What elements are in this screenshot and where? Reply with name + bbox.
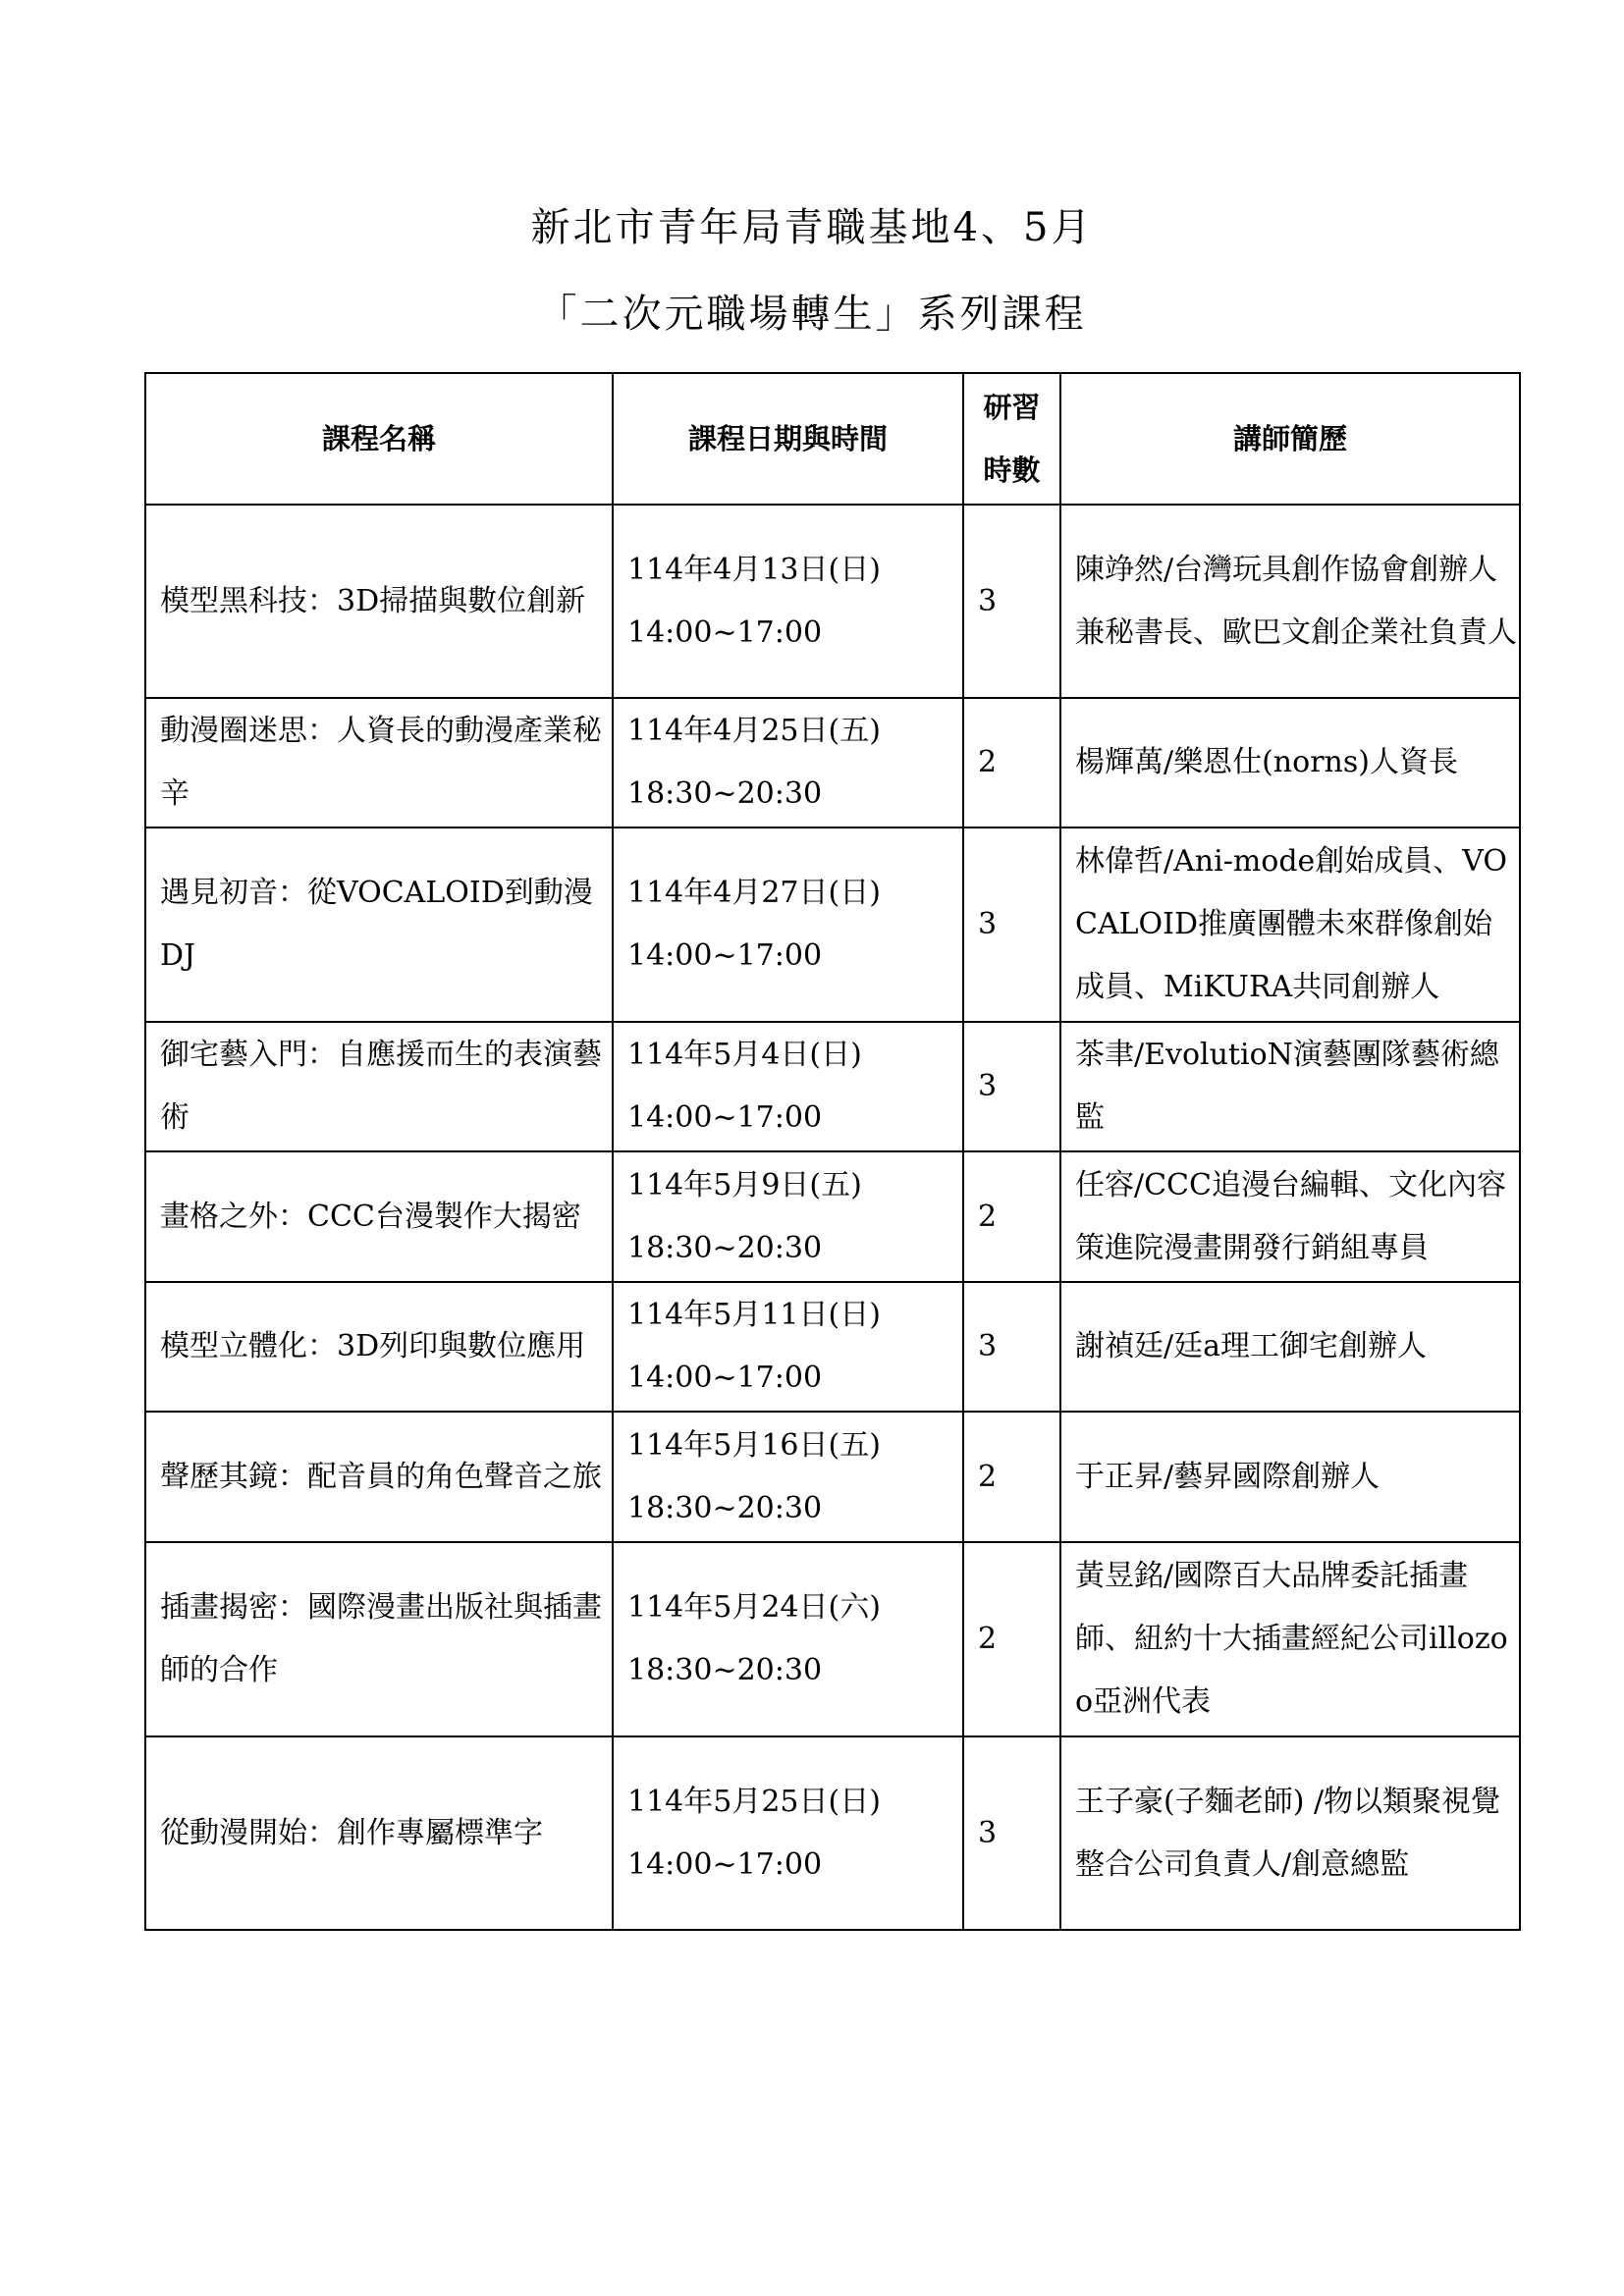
hours-cell: 3	[963, 505, 1060, 698]
course-name-cell: 遇見初音：從VOCALOID到動漫DJ	[145, 828, 613, 1022]
hours-cell: 3	[963, 1736, 1060, 1930]
date-time-cell	[613, 1542, 963, 1736]
table-row	[145, 698, 1520, 828]
header-hours-line1: 研習	[983, 391, 1041, 424]
table-row	[145, 1412, 1520, 1542]
course-date: 114年5月25日(日)	[627, 1784, 881, 1819]
course-date: 114年5月9日(五)	[627, 1167, 862, 1202]
course-date: 114年5月4日(日)	[627, 1038, 862, 1072]
hours-cell: 2	[963, 698, 1060, 828]
table-row	[145, 1736, 1520, 1930]
hours-cell: 2	[963, 1412, 1060, 1542]
course-name-cell: 插畫揭密：國際漫畫出版社與插畫師的合作	[145, 1542, 613, 1736]
course-date: 114年4月13日(日)	[627, 552, 881, 587]
course-time: 18:30~20:30	[627, 776, 823, 811]
hours-cell: 2	[963, 1151, 1060, 1282]
header-date-time: 課程日期與時間	[613, 373, 963, 505]
course-name-cell: 模型立體化：3D列印與數位應用	[145, 1282, 613, 1412]
date-time-cell	[613, 1282, 963, 1412]
date-time-cell	[613, 1412, 963, 1542]
course-name-cell: 動漫圈迷思：人資長的動漫產業秘辛	[145, 698, 613, 828]
table-row	[145, 1282, 1520, 1412]
table-row	[145, 1151, 1520, 1282]
date-time-cell	[613, 1736, 963, 1930]
date-time-cell	[613, 1151, 963, 1282]
course-name-cell: 模型黑科技：3D掃描與數位創新	[145, 505, 613, 698]
course-time: 14:00~17:00	[627, 1361, 823, 1395]
course-time: 14:00~17:00	[627, 938, 823, 973]
date-time-cell	[613, 1022, 963, 1151]
date-time-cell	[613, 698, 963, 828]
instructor-cell: 王子豪(子麵老師) /物以類聚視覺整合公司負責人/創意總監	[1060, 1736, 1520, 1930]
course-name-cell: 從動漫開始：創作專屬標準字	[145, 1736, 613, 1930]
instructor-cell: 楊輝萬/樂恩仕(norns)人資長	[1060, 698, 1520, 828]
table-row	[145, 505, 1520, 698]
instructor-cell: 林偉哲/Ani-mode創始成員、VOCALOID推廣團體未來群像創始成員、MiKURA共同創辦人	[1060, 828, 1520, 1022]
course-name-cell: 御宅藝入門：自應援而生的表演藝術	[145, 1022, 613, 1151]
course-time: 18:30~20:30	[627, 1490, 823, 1525]
course-name-cell: 畫格之外：CCC台漫製作大揭密	[145, 1151, 613, 1282]
table-row	[145, 1022, 1520, 1151]
document-title: 新北市青年局青職基地4、5月	[530, 205, 1094, 250]
table-header-row	[145, 373, 1520, 505]
course-time: 14:00~17:00	[627, 614, 823, 650]
course-date: 114年5月24日(六)	[627, 1590, 881, 1625]
course-time: 18:30~20:30	[627, 1230, 823, 1265]
hours-cell: 3	[963, 1022, 1060, 1151]
header-instructor: 講師簡歷	[1060, 373, 1520, 505]
instructor-cell: 謝禎廷/廷a理工御宅創辦人	[1060, 1282, 1520, 1412]
instructor-cell: 茶聿/EvolutioN演藝團隊藝術總監	[1060, 1022, 1520, 1151]
date-time-cell	[613, 828, 963, 1022]
hours-cell: 2	[963, 1542, 1060, 1736]
course-date: 114年5月16日(五)	[627, 1427, 881, 1463]
course-name-cell: 聲歷其鏡：配音員的角色聲音之旅	[145, 1412, 613, 1542]
table-row	[145, 828, 1520, 1022]
course-time: 14:00~17:00	[627, 1100, 823, 1135]
date-time-cell	[613, 505, 963, 698]
header-hours-line2: 時數	[983, 454, 1041, 487]
header-course-name: 課程名稱	[145, 373, 613, 505]
header-hours	[963, 373, 1060, 505]
instructor-cell: 于正昇/藝昇國際創辦人	[1060, 1412, 1520, 1542]
document-subtitle: 「二次元職場轉生」系列課程	[537, 292, 1087, 337]
table-row	[145, 1542, 1520, 1736]
instructor-cell: 陳竫然/台灣玩具創作協會創辦人兼秘書長、歐巴文創企業社負責人	[1060, 505, 1520, 698]
course-date: 114年5月11日(日)	[627, 1298, 881, 1332]
hours-cell: 3	[963, 1282, 1060, 1412]
course-schedule-table	[144, 372, 1521, 1931]
instructor-cell: 任容/CCC追漫台編輯、文化內容策進院漫畫開發行銷組專員	[1060, 1151, 1520, 1282]
course-date: 114年4月27日(日)	[627, 876, 881, 910]
course-date: 114年4月25日(五)	[627, 714, 881, 748]
instructor-cell: 黃昱銘/國際百大品牌委託插畫師、紐約十大插畫經紀公司illozoo亞洲代表	[1060, 1542, 1520, 1736]
course-time: 14:00~17:00	[627, 1846, 823, 1882]
hours-cell: 3	[963, 828, 1060, 1022]
course-time: 18:30~20:30	[627, 1653, 823, 1687]
